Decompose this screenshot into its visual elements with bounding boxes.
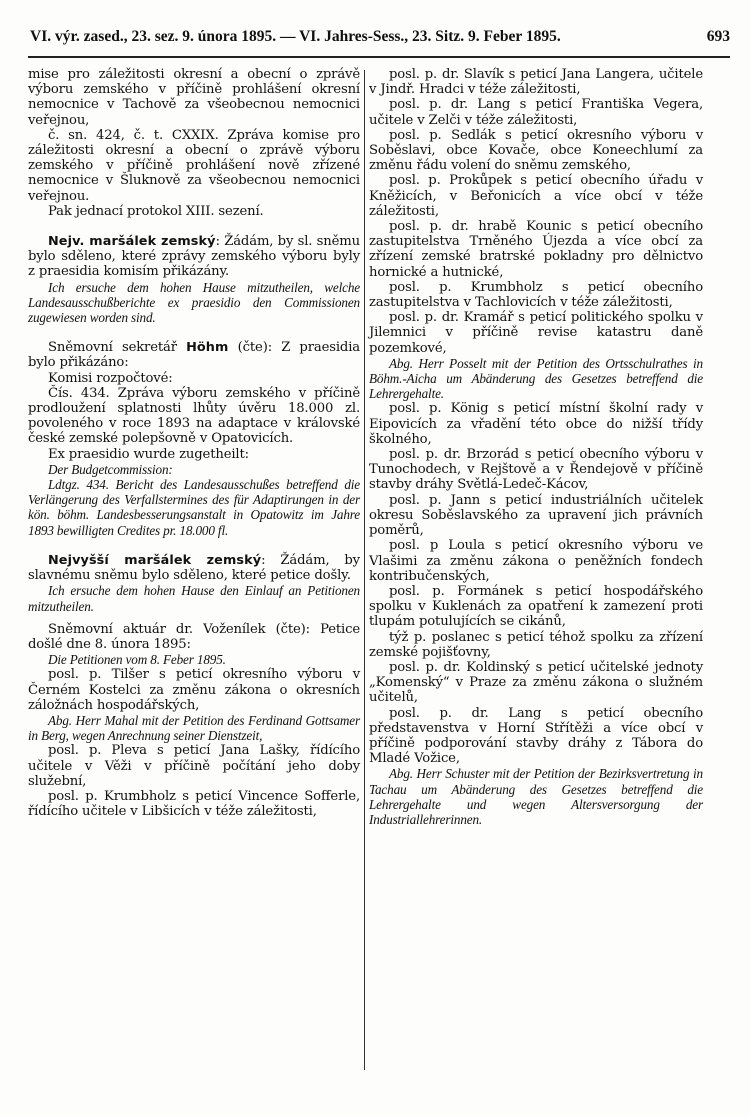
paragraph: posl. p. Tilšer s peticí okresního výboru v Černém Kostelci za změnu zákona o okresních záložnách hospodářských, xyxy=(28,667,360,713)
speech-paragraph xyxy=(28,340,360,370)
right-column xyxy=(369,67,703,827)
speaker-name: Höhm xyxy=(186,340,229,356)
paragraph: posl. p. dr. hrabě Kounic s peticí obecního zastupitelstva Trněného Újezda a více obcí za zřízení zemské bratrské pokladny pro dělnictvo hornické a hutnické, xyxy=(369,219,703,280)
paragraph: posl. p. Formánek s peticí hospodářského spolku v Kuklenách za opatření k zamezení proti tlupám potulujících se cikánů, xyxy=(369,583,703,630)
speaker-name: Nejv. maršálek zemský xyxy=(48,234,216,250)
speaker-name: Nejvyšší maršálek zemský xyxy=(48,552,262,568)
page-number: 693 xyxy=(706,28,730,45)
paragraph: posl. p Loula s peticí okresního výboru ve Vlašimi za změnu zákona o peněžních fondech kontribučenských, xyxy=(369,538,703,584)
paragraph: posl. p. dr. Lang s peticí Františka Vegera, učitele v Zelči v téže záležitosti, xyxy=(369,97,703,128)
paragraph-german: Ldtgz. 434. Bericht des Landesausschußes betreffend die Verlängerung des Verfallstermines des für Adaptirungen in der kön. böhm. Landesbesserungsanstalt in Opatowitz im Jahre 1893 bewilligten Credites pr. 18.000 fl. xyxy=(28,477,360,538)
paragraph-german: Die Petitionen vom 8. Feber 1895. xyxy=(48,652,226,668)
paragraph: týž p. poslanec s peticí téhož spolku za zřízení zemské pojišťovny, xyxy=(369,629,703,660)
paragraph-german: Ich ersuche dem hohen Hause mitzutheilen, welche Landesausschußberichte ex praesidio den Commissionen zugewiesen worden sind. xyxy=(28,279,360,326)
speech-text: : Žádám, by slavnému sněmu bylo sděleno, které petice došly. xyxy=(28,552,360,584)
left-column xyxy=(28,67,360,819)
paragraph: posl. p. König s peticí místní školní rady v Eipovicích za vřadění této obce do nižší třídy školného, xyxy=(369,401,703,447)
running-head: VI. výr. zased., 23. sez. 9. února 1895. — VI. Jahres-Sess., 23. Sitz. 9. Feber 1895. xyxy=(30,28,561,45)
paragraph-german: Abg. Herr Posselt mit der Petition des Ortsschulrathes in Böhm.-Aicha um Abänderung des Gesetzes betreffend die Lehrergehalte. xyxy=(369,355,703,402)
paragraph: posl. p. Prokůpek s peticí obecního úřadu v Kněžicích, v Beřonicích a více obcí v téže záležitosti, xyxy=(369,173,703,219)
paragraph-german: Ich ersuche dem hohen Hause den Einlauf an Petitionen mitzutheilen. xyxy=(28,583,360,614)
paragraph-german: Abg. Herr Mahal mit der Petition des Ferdinand Gottsamer in Berg, wegen Anrechnung seiner Dienstzeit, xyxy=(28,712,360,744)
paragraph: Čís. 434. Zpráva výboru zemského v příčině prodloužení splatnosti lhůty úvěru 18.000 zl. povoleného v roce 1893 na adaptace v královské české zemské polepšovně v Opatovicích. xyxy=(28,385,360,447)
paragraph: Komisi rozpočtové: xyxy=(48,370,173,386)
paragraph-german: Der Budgetcommission: xyxy=(48,461,173,477)
paragraph: č. sn. 424, č. t. CXXIX. Zpráva komise pro záležitosti okresní a obecní o zprávě výboru zemského v příčině prohlášení nově zřízené nemocnice v Šluknově za všeobecnou nemocnici veřejnou. xyxy=(28,127,360,204)
paragraph: posl. p. dr. Lang s peticí obecního představenstva v Horní Střítěži a více obcí v příčině podporování stavby dráhy z Tábora do Mladé Vožice, xyxy=(369,705,703,767)
paragraph: Sněmovní aktuár dr. Voženílek (čte): Petice došlé dne 8. února 1895: xyxy=(28,621,360,652)
speech-paragraph xyxy=(28,234,360,280)
paragraph: posl. p. Krumbholz s peticí Vincence Sofferle, řídícího učitele v Libšicích v téže záležitosti, xyxy=(28,788,360,820)
paragraph: Ex praesidio wurde zugetheilt: xyxy=(48,446,249,462)
paragraph: posl. p. Krumbholz s peticí obecního zastupitelstva v Tachlovicích v téže záležitosti, xyxy=(369,279,703,311)
speech-paragraph xyxy=(28,553,360,583)
paragraph: posl. p. Jann s peticí industriálních učitelek okresu Soběslavského za upravení jich právních poměrů, xyxy=(369,492,703,539)
header-rule xyxy=(28,56,730,58)
paragraph: posl. p. dr. Koldinský s peticí učitelské jednoty „Komenský“ v Praze za změnu zákona o služném učitelů, xyxy=(369,659,703,706)
paragraph: posl. p. dr. Slavík s peticí Jana Langera, učitele v Jindř. Hradci v téže záležitosti, xyxy=(369,67,703,98)
speaker-title: Sněmovní sekretář xyxy=(48,340,187,356)
speech-text: : Žádám, by sl. sněmu bylo sděleno, které zprávy zemského výboru byly z praesidia komisím přikázány. xyxy=(28,234,360,280)
speech-text: (čte): Z praesidia bylo přikázáno: xyxy=(28,340,361,371)
paragraph: mise pro záležitosti okresní a obecní o zprávě výboru zemského v příčině prohlášení okresní nemocnice v Tachově za všeobecnou nemocnici veřejnou, xyxy=(28,67,360,128)
paragraph: posl. p. dr. Brzorád s peticí obecního výboru v Tunochodech, v Rejštově a v Řendejově v příčině stavby dráhy Světlá-Ledeč-Kácov, xyxy=(369,447,703,493)
paragraph: posl. p. dr. Kramář s peticí politického spolku v Jilemnici v příčině revise katastru daně pozemkové, xyxy=(369,310,703,356)
paragraph-german: Abg. Herr Schuster mit der Petition der Bezirksvertretung in Tachau um Abänderung des Gesetzes betreffend die Lehrergehalte und wegen Altersversorgung der Industriallehrerinnen. xyxy=(369,766,703,827)
paragraph: posl. p. Sedlák s peticí okresního výboru v Soběslavi, obce Kovače, obce Koneechlumí za změnu řádu volení do sněmu zemského, xyxy=(369,127,703,174)
page-header xyxy=(30,28,730,52)
column-divider xyxy=(364,70,365,1070)
paragraph: posl. p. Pleva s peticí Jana Lašky, řídícího učitele v Věži v příčině počítání jeho doby služební, xyxy=(28,743,360,789)
paragraph: Pak jednací protokol XIII. sezení. xyxy=(48,203,264,219)
